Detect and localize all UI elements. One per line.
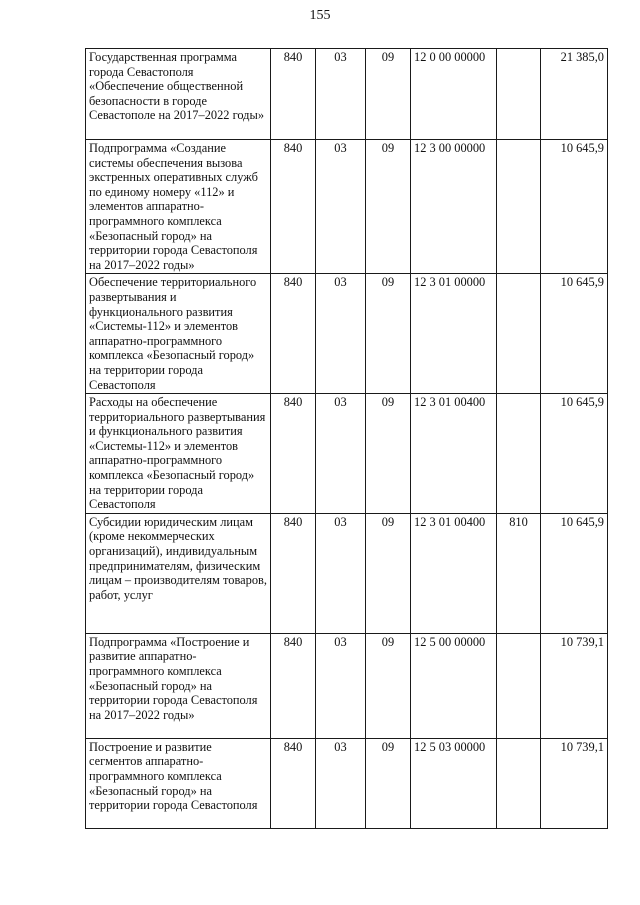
sum-value: 21 385,0: [541, 49, 608, 140]
expense-code: [497, 633, 541, 738]
sum-value: 10 645,9: [541, 513, 608, 633]
table-row: [86, 394, 608, 514]
gov-code: 840: [271, 49, 316, 140]
sum-value: 10 645,9: [541, 394, 608, 514]
section-code: 03: [316, 274, 366, 394]
item-name: Обеспечение территориального развертывания и функционального развития «Системы-112» и элементов аппаратно-программного комплекса «Безопасный город» на территории города Севастополя: [86, 274, 271, 394]
subsection-code: 09: [366, 633, 411, 738]
table-row: [86, 738, 608, 828]
expense-code: [497, 394, 541, 514]
subsection-code: 09: [366, 274, 411, 394]
gov-code: 840: [271, 738, 316, 828]
item-name: Государственная программа города Севастополя «Обеспечение общественной безопасности в городе Севастополе на 2017–2022 годы»: [86, 49, 271, 140]
section-code: 03: [316, 140, 366, 274]
gov-code: 840: [271, 513, 316, 633]
subsection-code: 09: [366, 394, 411, 514]
table-row: [86, 633, 608, 738]
table-row: [86, 274, 608, 394]
target-code: 12 3 01 00400: [411, 513, 497, 633]
section-code: 03: [316, 738, 366, 828]
target-code: 12 3 01 00000: [411, 274, 497, 394]
expense-code: [497, 274, 541, 394]
table-row: [86, 513, 608, 633]
page-number: 155: [309, 8, 331, 23]
expense-code: [497, 49, 541, 140]
item-name: Построение и развитие сегментов аппаратно-программного комплекса «Безопасный город» на территории города Севастополя: [86, 738, 271, 828]
table-row: [86, 49, 608, 140]
sum-value: 10 739,1: [541, 738, 608, 828]
section-code: 03: [316, 633, 366, 738]
target-code: 12 3 00 00000: [411, 140, 497, 274]
item-name: Расходы на обеспечение территориального развертывания и функционального развития «Системы-112» и элементов аппаратно-программного комплекса «Безопасный город» на территории города Севастополя: [86, 394, 271, 514]
target-code: 12 0 00 00000: [411, 49, 497, 140]
table-row: [86, 140, 608, 274]
gov-code: 840: [271, 274, 316, 394]
expense-code: [497, 738, 541, 828]
gov-code: 840: [271, 633, 316, 738]
section-code: 03: [316, 49, 366, 140]
expense-code: [497, 140, 541, 274]
item-name: Субсидии юридическим лицам (кроме некоммерческих организаций), индивидуальным предпринимателям, физическим лицам – производителям товаров, работ, услуг: [86, 513, 271, 633]
gov-code: 840: [271, 394, 316, 514]
subsection-code: 09: [366, 513, 411, 633]
expense-code: 810: [497, 513, 541, 633]
target-code: 12 5 00 00000: [411, 633, 497, 738]
target-code: 12 5 03 00000: [411, 738, 497, 828]
sum-value: 10 645,9: [541, 140, 608, 274]
sum-value: 10 739,1: [541, 633, 608, 738]
budget-table: [85, 48, 608, 829]
subsection-code: 09: [366, 140, 411, 274]
subsection-code: 09: [366, 738, 411, 828]
item-name: Подпрограмма «Построение и развитие аппаратно-программного комплекса «Безопасный город» на территории города Севастополя на 2017–2022 годы»: [86, 633, 271, 738]
section-code: 03: [316, 394, 366, 514]
target-code: 12 3 01 00400: [411, 394, 497, 514]
section-code: 03: [316, 513, 366, 633]
subsection-code: 09: [366, 49, 411, 140]
sum-value: 10 645,9: [541, 274, 608, 394]
item-name: Подпрограмма «Создание системы обеспечения вызова экстренных оперативных служб по единому номеру «112» и элементов аппаратно-программного комплекса «Безопасный город» на территории города Севастополя на 2017–2022 годы»: [86, 140, 271, 274]
gov-code: 840: [271, 140, 316, 274]
